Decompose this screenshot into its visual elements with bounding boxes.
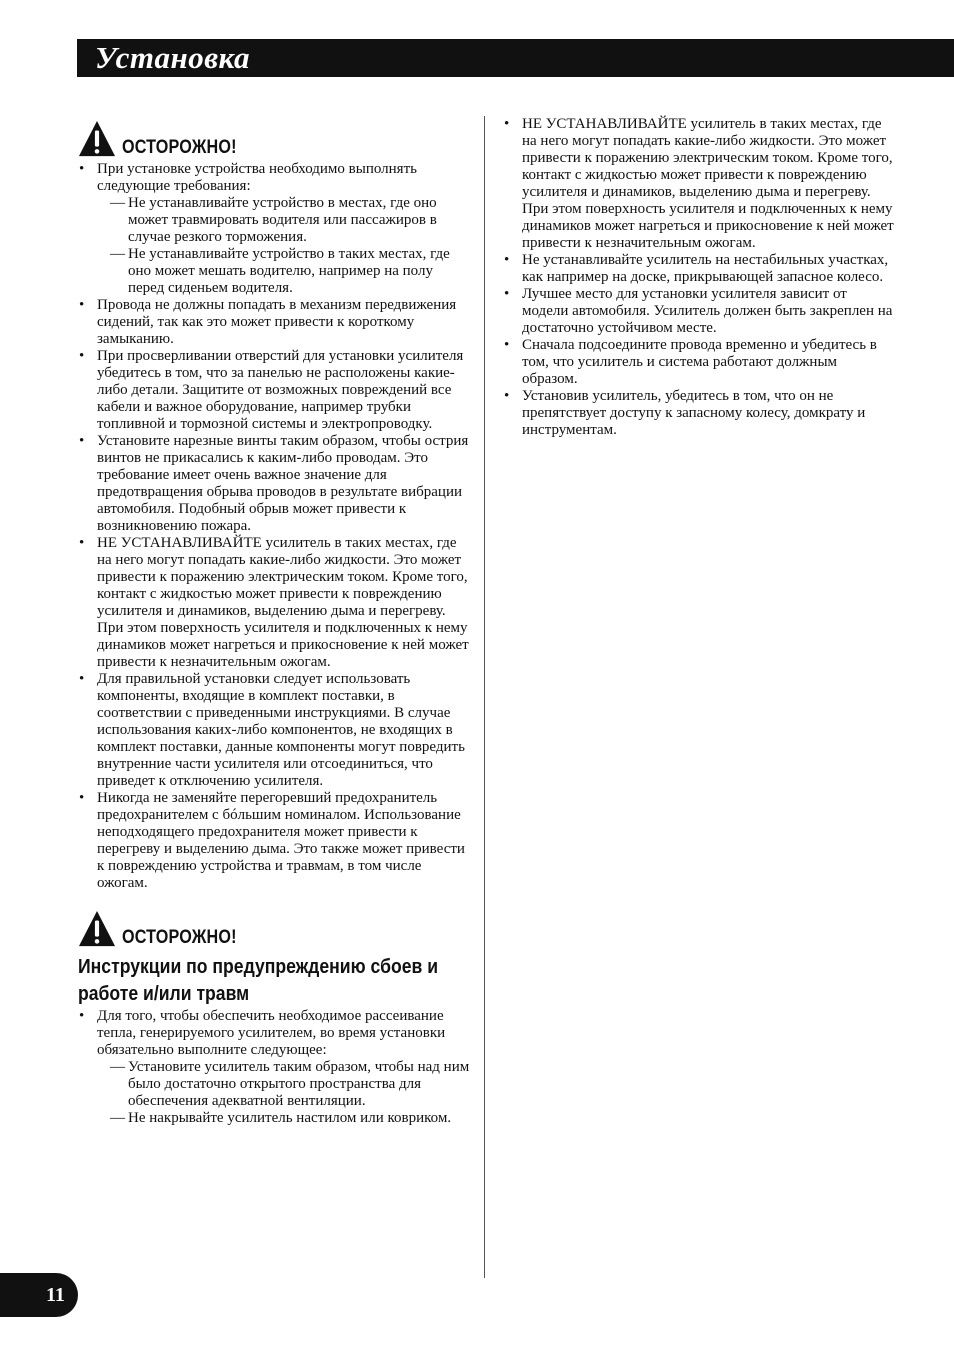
page-number-tab: [0, 1273, 78, 1317]
header-bar: [77, 39, 954, 77]
list-item: • Сначала подсоедините провода временно и убедитесь в том, что усилитель и система работают должным образом.: [503, 337, 895, 388]
list-item: — Установите усилитель таким образом, чтобы над ним было достаточно открытого пространства для обеспечения адекватной вентиляции.: [110, 1059, 470, 1110]
list-item: — Не устанавливайте устройство в таких местах, где оно может мешать водителю, например на полу перед сиденьем водителя.: [110, 246, 470, 297]
sub-list: [97, 1059, 470, 1127]
caution-heading-2: [78, 902, 470, 948]
list-item: • Провода не должны попадать в механизм передвижения сидений, так как это может привести к короткому замыканию.: [78, 297, 470, 348]
caution-list-2: [78, 1008, 470, 1127]
section-heading: Инструкции по предупреждению сбоев и работе и/или травм: [78, 956, 439, 1005]
warning-triangle-icon: [78, 120, 116, 158]
page-title: Установка: [95, 40, 250, 75]
list-item: • Установите нарезные винты таким образом, чтобы острия винтов не прикасались к каким-либо проводам. Это требование имеет очень важное значение для предотвращения обрыва проводов в результате вибрации автомобиля. Подобный обрыв может привести к возникновению пожара.: [78, 433, 470, 535]
list-item: • При просверливании отверстий для установки усилителя убедитесь в том, что за панелью не расположены какие-либо детали. Защитите от возможных повреждений все кабели и важное оборудование, например трубки топливной и тормозной системы и электропроводку.: [78, 348, 470, 433]
list-item: • Установив усилитель, убедитесь в том, что он не препятствует доступу к запасному колесу, домкрату и инструментам.: [503, 388, 895, 439]
list-item: • Не устанавливайте усилитель на нестабильных участках, как например на доске, прикрывающей запасное колесо.: [503, 252, 895, 286]
warning-triangle-icon: [78, 910, 116, 948]
caution-heading-1: [78, 112, 470, 158]
right-column: [503, 116, 895, 439]
list-item: • При установке устройства необходимо выполнять следующие требования: — Не устанавливайте устройство в местах, где оно может травмировать водителя или пассажиров в случае резкого торможения. — Не устанавливайте устройство в таких местах, где оно может мешать водителю, например на полу перед сиденьем водителя.: [78, 161, 470, 297]
list-item: — Не устанавливайте устройство в местах, где оно может травмировать водителя или пассажиров в случае резкого торможения.: [110, 195, 470, 246]
list-item: • НЕ УСТАНАВЛИВАЙТЕ усилитель в таких местах, где на него могут попадать какие-либо жидкости. Это может привести к поражению электрическим током. Кроме того, контакт с жидкостью может привести к повреждению усилителя и динамиков, выделению дыма и перегреву. При этом поверхность усилителя и подключенных к нему динамиков может нагреться и прикосновение к ней может привести к незначительным ожогам.: [503, 116, 895, 252]
list-item: • Никогда не заменяйте перегоревший предохранитель предохранителем с бóльшим номиналом. Использование неподходящего предохранителя может привести к перегреву и выделению дыма. Это также может привести к повреждению устройства и травмам, в том числе ожогам.: [78, 790, 470, 892]
column-divider: [484, 116, 485, 1278]
left-column: [78, 112, 470, 1127]
list-item: • Для того, чтобы обеспечить необходимое рассеивание тепла, генерируемого усилителем, во время установки обязательно выполните следующее: — Установите усилитель таким образом, чтобы над ним было достаточно открытого пространства для обеспечения адекватной вентиляции. — Не накрывайте усилитель настилом или ковриком.: [78, 1008, 470, 1127]
caution-label: ОСТОРОЖНО!: [122, 137, 237, 158]
page-number: 11: [46, 1284, 65, 1306]
list-item: • Для правильной установки следует использовать компоненты, входящие в комплект поставки, в соответствии с приведенными инструкциями. В случае использования каких-либо компонентов, не входящих в комплект поставки, данные компоненты могут повредить внутренние части усилителя или отсоединиться, что приведет к отключению усилителя.: [78, 671, 470, 790]
list-item: • НЕ УСТАНАВЛИВАЙТЕ усилитель в таких местах, где на него могут попадать какие-либо жидкости. Это может привести к поражению электрическим током. Кроме того, контакт с жидкостью может привести к повреждению усилителя и динамиков, выделению дыма и перегреву. При этом поверхность усилителя и подключенных к нему динамиков может нагреться и прикосновение к ней может привести к незначительным ожогам.: [78, 535, 470, 671]
list-item: — Не накрывайте усилитель настилом или ковриком.: [110, 1110, 470, 1127]
right-list: [503, 116, 895, 439]
list-item: • Лучшее место для установки усилителя зависит от модели автомобиля. Усилитель должен быть закреплен на достаточно устойчивом месте.: [503, 286, 895, 337]
sub-list: [97, 195, 470, 297]
caution-list-1: [78, 161, 470, 892]
caution-label: ОСТОРОЖНО!: [122, 927, 237, 948]
